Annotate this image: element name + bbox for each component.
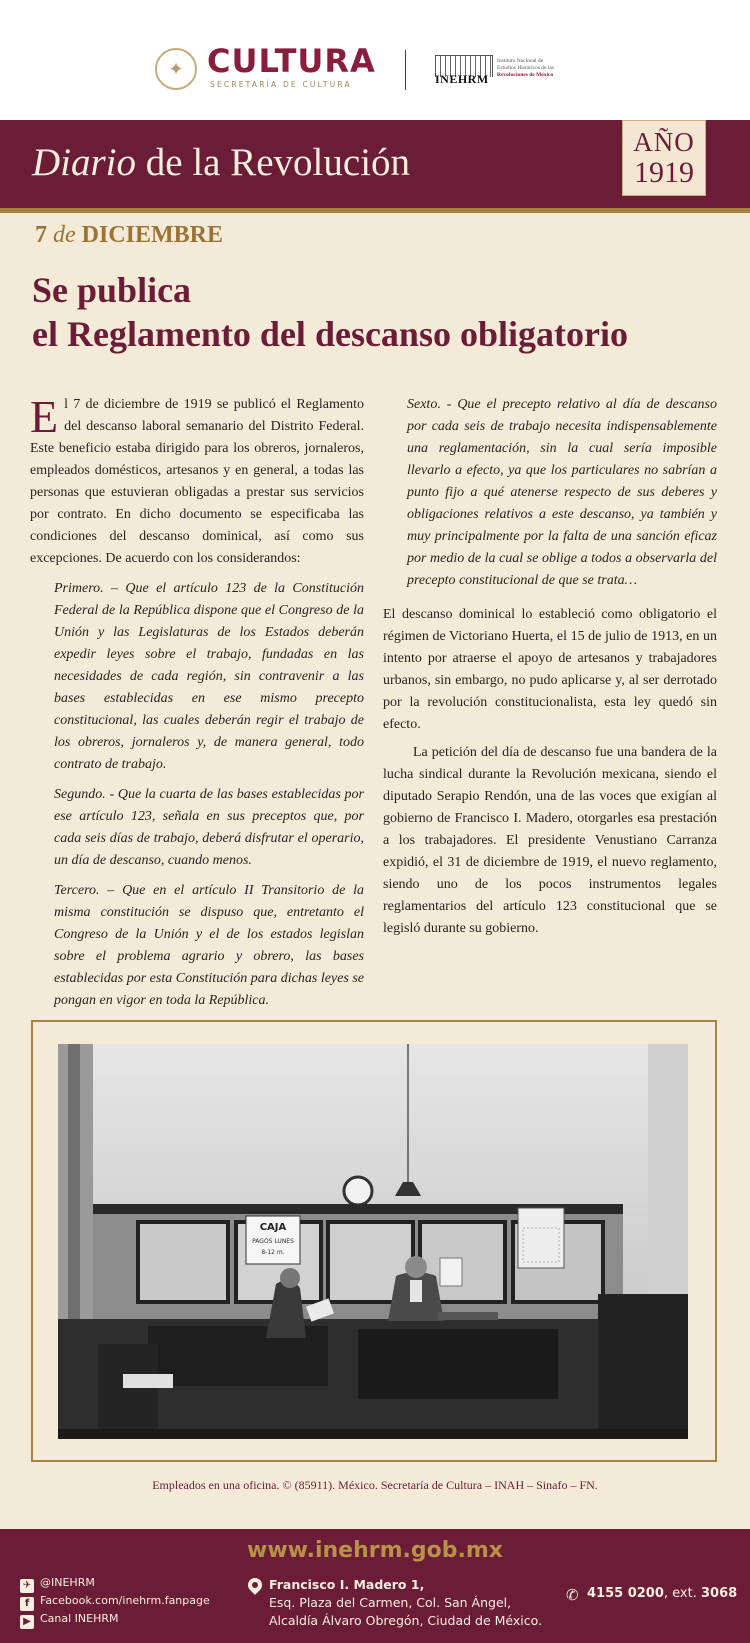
address-line-3: Alcaldía Álvaro Obregón, Ciudad de México.	[269, 1613, 543, 1628]
article-column-right	[383, 394, 717, 946]
page-title	[32, 268, 732, 356]
cultura-subtitle: SECRETARÍA DE CULTURA	[210, 80, 352, 89]
phone-ext: 3068	[700, 1586, 738, 1601]
inehrm-description	[497, 58, 577, 79]
national-seal-icon: ✦	[155, 48, 197, 90]
phone-main: 4155 0200	[587, 1586, 664, 1601]
paragraph-carranza: La petición del día de descanso fue una bandera de la lucha sindical durante la Revolución mexicana, siendo el diputado Serapio Rendón, una de las voces que exigían al gobierno de Francisco I. Madero, otorgarles esa prestación a los trabajadores. El presidente Venustiano Carranza expidió, el 31 de diciembre de 1919, el nuevo reglamento, siendo uno de los pocos instrumentos legales reglamentarios del artículo 123 constitucional que se legisló durante su gobierno.	[383, 745, 717, 936]
photo-sign-pagos: PAGOS LUNES	[252, 1238, 294, 1245]
twitter-link[interactable]	[20, 1576, 95, 1593]
address-line-1: Francisco I. Madero 1,	[269, 1577, 425, 1592]
inehrm-logo[interactable]: INEHRM	[435, 72, 489, 86]
photo-sign-time: 8-12 m.	[261, 1249, 285, 1256]
paragraph-huerta: El descanso dominical lo estableció como obligatorio el régimen de Victoriano Huerta, el 15 de julio de 1913, en un intento por atraerse el apoyo de artesanos y trabajadores urbanos, sin embargo, no pudo aplicarse y, al ser derrotado por la revolución constitucionalista, esta ley quedó sin efecto.	[383, 607, 717, 732]
inehrm-desc-line: Estudios Históricos de las	[497, 65, 554, 71]
youtube-icon: ▶	[20, 1615, 34, 1629]
logo-divider	[405, 50, 406, 90]
date-month: DICIEMBRE	[81, 222, 224, 248]
date-day: 7	[35, 222, 47, 248]
phone-number[interactable]	[587, 1586, 737, 1601]
banner-gold-rule	[0, 208, 750, 213]
photo-sign-caja: CAJA	[259, 1222, 287, 1233]
twitter-handle: @INEHRM	[40, 1576, 95, 1589]
date-de: de	[53, 222, 76, 248]
facebook-link[interactable]	[20, 1594, 210, 1611]
intro-text: l 7 de diciembre de 1919 se publicó el Reglamento del descanso laboral semanario del Distrito Federal. Este beneficio estaba dirigido para los obreros, jornaleros, empleados domésticos, artesanos y en general, a todas las personas que estuvieran obligadas a prestar sus servicios por contrato. En dicho documento se especificaba las condiciones del descanso dominical, así como sus excepciones. De acuerdo con los considerandos:	[30, 397, 364, 566]
banner-title	[32, 140, 410, 185]
cultura-logo[interactable]: CULTURA	[207, 42, 376, 80]
article-column-left	[30, 391, 364, 1018]
article-date	[35, 222, 223, 249]
facebook-icon: f	[20, 1597, 34, 1611]
photo-caption: Empleados en una oficina. © (85911). México. Secretaría de Cultura – INAH – Sinafo – FN.	[152, 1478, 598, 1492]
phone-ext-label: , ext.	[663, 1586, 701, 1601]
inehrm-desc-line: Instituto Nacional de	[497, 58, 544, 64]
bird-icon: ✈	[20, 1579, 34, 1593]
quote-primero: Primero. – Que el artículo 123 de la Constitución Federal de la República dispone que el Congreso de la Unión y las Legislaturas de los Estados deberán expedir leyes sobre el trabajo, fundadas en las necesidades de cada región, sin contravenir a las bases establecidas en ese mismo precepto constitucional, las cuales deberán regir el trabajo de los obreros, jornaleros y, de manera general, todo contrato de trabajo.	[54, 581, 364, 772]
phone-icon: ✆	[566, 1586, 579, 1604]
quote-sexto: Sexto. - Que el precepto relativo al día de descanso por cada seis de trabajo necesita indispensablemente una reglamentación, sin la cual sería imposible llevarlo a efecto, ya que los particulares no sabrían a punto fijo a qué atenerse respecto de sus deberes y obligaciones relativos a este descanso, ya también y muy principalmente por la falta de una sanción eficaz por medio de la cual se oblige a todos a observarla del precepto constitucional de que se trata…	[407, 397, 717, 588]
address-line-2: Esq. Plaza del Carmen, Col. San Ángel,	[269, 1595, 512, 1610]
facebook-url: Facebook.com/inehrm.fanpage	[40, 1594, 210, 1607]
address	[269, 1576, 542, 1630]
historical-photo	[58, 1044, 688, 1439]
inehrm-desc-line: Revoluciones de México	[497, 72, 554, 78]
headline-line-2: el Reglamento del descanso obligatorio	[32, 314, 628, 354]
youtube-link[interactable]	[20, 1612, 119, 1629]
intro-paragraph	[30, 391, 364, 570]
drop-cap: E	[30, 391, 59, 442]
quote-tercero: Tercero. – Que en el artículo II Transitorio de la misma constitución se dispuso que, entretanto el Congreso de la Unión y el de los estados legislan sobre el problema agrario y obrero, las bases establecidas por esta Constitución para dichas leyes se pongan en vigor en toda la República.	[54, 883, 364, 1008]
banner-title-rest: de la Revolución	[136, 141, 411, 184]
year-label: AÑO	[633, 127, 695, 157]
year-badge	[622, 120, 706, 196]
youtube-channel: Canal INEHRM	[40, 1612, 119, 1625]
website-link[interactable]: www.inehrm.gob.mx	[247, 1538, 503, 1563]
year-value: 1919	[634, 156, 694, 189]
banner-title-italic: Diario	[32, 141, 137, 184]
headline-line-1: Se publica	[32, 270, 192, 310]
quote-segundo: Segundo. - Que la cuarta de las bases establecidas por ese artículo 123, señala en sus preceptos que, por cada seis días de trabajo, deberá disfrutar el operario, un día de descanso, cuando menos.	[54, 787, 364, 868]
